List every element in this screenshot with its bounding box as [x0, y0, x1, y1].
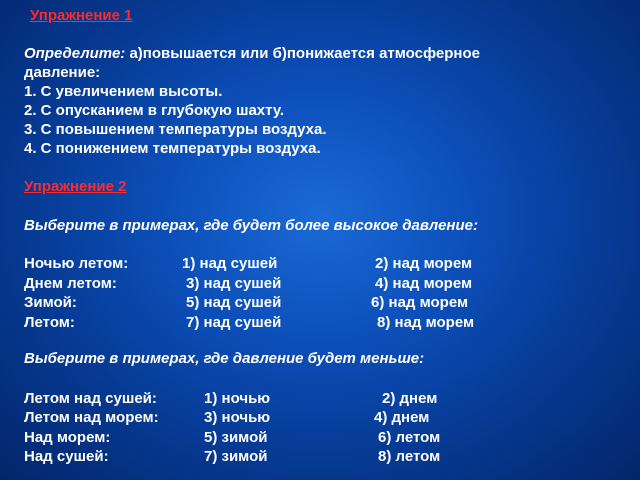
row-option-a: 3) ночью — [204, 409, 271, 426]
row-option-a: 5) над сушей — [186, 294, 282, 311]
exercise-1-item: 2. С опусканием в глубокую шахту. — [24, 102, 285, 119]
exercise-1-item: 1. С увеличением высоты. — [24, 83, 223, 100]
row-option-a: 1) над сушей — [182, 255, 278, 272]
row-option-a: 7) зимой — [204, 448, 268, 465]
row-option-b: 8) летом — [378, 448, 441, 465]
row-label: Над сушей: — [24, 448, 109, 465]
prompt-italic: Определите: — [24, 45, 126, 62]
exercise-2-question-2: Выберите в примерах, где давление будет меньше: — [24, 350, 425, 367]
row-label: Летом над сушей: — [24, 390, 157, 407]
row-label: Ночью летом: — [24, 255, 129, 272]
row-option-b: 2) над морем — [375, 255, 473, 272]
row-option-b: 6) летом — [378, 429, 441, 446]
row-label: Летом над морем: — [24, 409, 159, 426]
row-label: Над морем: — [24, 429, 111, 446]
exercise-1-prompt — [24, 44, 480, 63]
exercise-2-title: Упражнение 2 — [24, 178, 127, 195]
row-label: Зимой: — [24, 294, 77, 311]
row-label: Днем летом: — [24, 275, 117, 292]
row-option-b: 2) днем — [382, 390, 438, 407]
prompt-rest: а)повышается или б)понижается атмосферное — [125, 45, 480, 62]
row-label: Летом: — [24, 314, 75, 331]
exercise-1-title: Упражнение 1 — [30, 7, 133, 24]
row-option-a: 5) зимой — [204, 429, 268, 446]
row-option-b: 4) днем — [374, 409, 430, 426]
exercise-1-item: 3. С повышением температуры воздуха. — [24, 121, 327, 138]
row-option-a: 7) над сушей — [186, 314, 282, 331]
exercise-1-item: 4. С понижением температуры воздуха. — [24, 140, 321, 157]
exercise-2-question-1: Выберите в примерах, где будет более высокое давление: — [24, 217, 478, 234]
row-option-b: 8) над морем — [377, 314, 475, 331]
row-option-a: 1) ночью — [204, 390, 271, 407]
row-option-b: 6) над морем — [371, 294, 469, 311]
row-option-a: 3) над сушей — [186, 275, 282, 292]
exercise-1-prompt-line2: давление: — [24, 64, 101, 81]
row-option-b: 4) над морем — [375, 275, 473, 292]
